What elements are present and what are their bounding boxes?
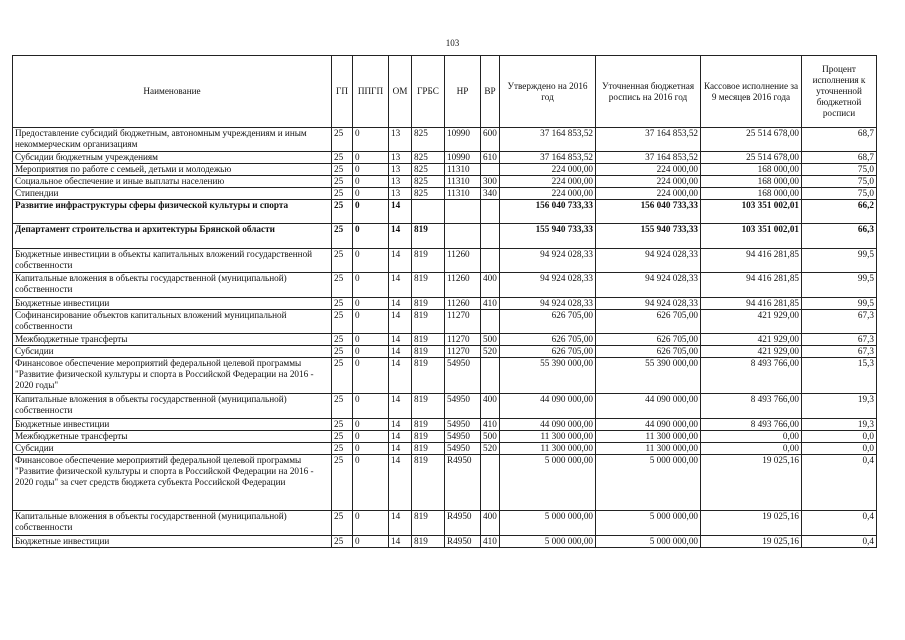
cell-refined: 5 000 000,00 (596, 511, 701, 536)
cell-ppgp: 0 (353, 164, 389, 176)
cell-nr: R4950 (445, 536, 481, 548)
cell-gp: 25 (332, 419, 353, 431)
cell-approved: 55 390 000,00 (500, 358, 596, 394)
cell-vr: 600 (481, 128, 500, 152)
table-row (13, 273, 877, 298)
cell-name: Мероприятия по работе с семьей, детьми и молодежью (13, 164, 332, 176)
cell-cash: 8 493 766,00 (701, 419, 802, 431)
cell-cash: 168 000,00 (701, 176, 802, 188)
cell-grbs: 819 (412, 431, 445, 443)
table-row (13, 176, 877, 188)
cell-om: 13 (389, 128, 412, 152)
header-ppgp: ППГП (353, 56, 389, 128)
cell-approved: 44 090 000,00 (500, 394, 596, 419)
cell-gp: 25 (332, 164, 353, 176)
cell-grbs: 819 (412, 358, 445, 394)
cell-gp: 25 (332, 443, 353, 455)
cell-nr: 54950 (445, 431, 481, 443)
cell-ppgp: 0 (353, 310, 389, 334)
cell-percent: 99,5 (802, 273, 877, 298)
cell-vr: 410 (481, 419, 500, 431)
cell-ppgp: 0 (353, 358, 389, 394)
cell-percent: 67,3 (802, 334, 877, 346)
cell-approved: 224 000,00 (500, 176, 596, 188)
cell-percent: 15,3 (802, 358, 877, 394)
cell-cash: 94 416 281,85 (701, 298, 802, 310)
cell-name: Развитие инфраструктуры сферы физической культуры и спорта (13, 200, 332, 224)
cell-om: 14 (389, 346, 412, 358)
cell-refined: 224 000,00 (596, 188, 701, 200)
table-body (13, 128, 877, 548)
cell-grbs: 819 (412, 394, 445, 419)
cell-ppgp: 0 (353, 455, 389, 511)
cell-cash: 25 514 678,00 (701, 152, 802, 164)
cell-gp: 25 (332, 358, 353, 394)
table-row (13, 128, 877, 152)
cell-name: Межбюджетные трансферты (13, 334, 332, 346)
cell-approved: 94 924 028,33 (500, 298, 596, 310)
cell-grbs: 819 (412, 455, 445, 511)
cell-om: 14 (389, 334, 412, 346)
cell-om: 14 (389, 298, 412, 310)
cell-name: Капитальные вложения в объекты государственной (муниципальной) собственности (13, 273, 332, 298)
cell-nr: 11270 (445, 346, 481, 358)
cell-grbs: 825 (412, 128, 445, 152)
cell-gp: 25 (332, 249, 353, 273)
cell-refined: 224 000,00 (596, 164, 701, 176)
cell-percent: 67,3 (802, 346, 877, 358)
cell-vr: 500 (481, 334, 500, 346)
cell-ppgp: 0 (353, 298, 389, 310)
cell-name: Бюджетные инвестиции (13, 298, 332, 310)
cell-cash: 8 493 766,00 (701, 358, 802, 394)
cell-gp: 25 (332, 128, 353, 152)
cell-gp: 25 (332, 176, 353, 188)
cell-ppgp: 0 (353, 249, 389, 273)
table-row (13, 200, 877, 224)
cell-om: 13 (389, 164, 412, 176)
cell-grbs: 825 (412, 152, 445, 164)
cell-vr: 400 (481, 511, 500, 536)
cell-nr: 54950 (445, 394, 481, 419)
cell-grbs: 825 (412, 164, 445, 176)
cell-percent: 75,0 (802, 188, 877, 200)
cell-percent: 19,3 (802, 419, 877, 431)
cell-cash: 421 929,00 (701, 334, 802, 346)
cell-grbs: 825 (412, 176, 445, 188)
cell-approved: 626 705,00 (500, 346, 596, 358)
cell-grbs (412, 200, 445, 224)
cell-percent: 19,3 (802, 394, 877, 419)
cell-percent: 67,3 (802, 310, 877, 334)
cell-vr (481, 200, 500, 224)
cell-ppgp: 0 (353, 536, 389, 548)
cell-approved: 156 040 733,33 (500, 200, 596, 224)
cell-name: Софинансирование объектов капитальных вложений муниципальной собственности (13, 310, 332, 334)
cell-nr: 11260 (445, 273, 481, 298)
cell-nr: 11270 (445, 310, 481, 334)
cell-ppgp: 0 (353, 394, 389, 419)
cell-refined: 156 040 733,33 (596, 200, 701, 224)
cell-refined: 11 300 000,00 (596, 443, 701, 455)
table-row (13, 511, 877, 536)
cell-gp: 25 (332, 511, 353, 536)
cell-vr: 400 (481, 394, 500, 419)
cell-grbs: 819 (412, 224, 445, 249)
cell-grbs: 819 (412, 273, 445, 298)
cell-percent: 66,3 (802, 224, 877, 249)
cell-approved: 5 000 000,00 (500, 511, 596, 536)
cell-approved: 11 300 000,00 (500, 443, 596, 455)
cell-om: 14 (389, 249, 412, 273)
cell-om: 14 (389, 200, 412, 224)
cell-grbs: 819 (412, 536, 445, 548)
cell-nr: R4950 (445, 455, 481, 511)
cell-nr: 10990 (445, 128, 481, 152)
cell-gp: 25 (332, 188, 353, 200)
cell-om: 14 (389, 273, 412, 298)
cell-refined: 44 090 000,00 (596, 419, 701, 431)
cell-name: Бюджетные инвестиции (13, 536, 332, 548)
cell-cash: 19 025,16 (701, 511, 802, 536)
table-row (13, 224, 877, 249)
cell-ppgp: 0 (353, 224, 389, 249)
cell-approved: 155 940 733,33 (500, 224, 596, 249)
cell-cash: 421 929,00 (701, 310, 802, 334)
cell-refined: 44 090 000,00 (596, 394, 701, 419)
cell-cash: 168 000,00 (701, 188, 802, 200)
cell-refined: 155 940 733,33 (596, 224, 701, 249)
header-nr: НР (445, 56, 481, 128)
table-header-row (13, 56, 877, 128)
cell-ppgp: 0 (353, 273, 389, 298)
table-row (13, 358, 877, 394)
cell-cash: 25 514 678,00 (701, 128, 802, 152)
cell-gp: 25 (332, 536, 353, 548)
table-row (13, 536, 877, 548)
table-row (13, 431, 877, 443)
cell-grbs: 819 (412, 249, 445, 273)
cell-gp: 25 (332, 455, 353, 511)
cell-om: 14 (389, 394, 412, 419)
table-row (13, 455, 877, 511)
cell-grbs: 819 (412, 419, 445, 431)
cell-om: 13 (389, 152, 412, 164)
cell-name: Межбюджетные трансферты (13, 431, 332, 443)
cell-cash: 421 929,00 (701, 346, 802, 358)
cell-cash: 103 351 002,01 (701, 200, 802, 224)
cell-refined: 37 164 853,52 (596, 128, 701, 152)
page-number: 103 (445, 38, 460, 48)
cell-grbs: 819 (412, 310, 445, 334)
cell-vr: 340 (481, 188, 500, 200)
cell-percent: 0,4 (802, 536, 877, 548)
cell-name: Предоставление субсидий бюджетным, автономным учреждениям и иным некоммерческим организациям (13, 128, 332, 152)
cell-cash: 94 416 281,85 (701, 273, 802, 298)
cell-gp: 25 (332, 346, 353, 358)
cell-cash: 19 025,16 (701, 536, 802, 548)
cell-refined: 626 705,00 (596, 310, 701, 334)
header-percent: Процент исполнения к уточненной бюджетной росписи (802, 56, 877, 128)
table-row (13, 188, 877, 200)
cell-gp: 25 (332, 152, 353, 164)
cell-name: Субсидии (13, 443, 332, 455)
cell-nr: 11260 (445, 298, 481, 310)
header-om: ОМ (389, 56, 412, 128)
cell-approved: 626 705,00 (500, 310, 596, 334)
cell-nr: 54950 (445, 443, 481, 455)
cell-refined: 11 300 000,00 (596, 431, 701, 443)
table-row (13, 164, 877, 176)
cell-nr: 11310 (445, 188, 481, 200)
cell-gp: 25 (332, 200, 353, 224)
cell-om: 14 (389, 358, 412, 394)
cell-approved: 44 090 000,00 (500, 419, 596, 431)
cell-grbs: 819 (412, 298, 445, 310)
cell-vr: 410 (481, 298, 500, 310)
cell-approved: 224 000,00 (500, 164, 596, 176)
cell-nr: 11270 (445, 334, 481, 346)
cell-grbs: 819 (412, 334, 445, 346)
cell-nr: 11310 (445, 164, 481, 176)
cell-name: Финансовое обеспечение мероприятий федеральной целевой программы "Развитие физической культуры и спорта в Российской Федерации на 2016 - 2020 годы" за счет средств бюджета субъекта Российской Федерации (13, 455, 332, 511)
cell-vr: 300 (481, 176, 500, 188)
cell-om: 14 (389, 536, 412, 548)
header-grbs: ГРБС (412, 56, 445, 128)
cell-name: Бюджетные инвестиции в объекты капитальных вложений государственной собственности (13, 249, 332, 273)
cell-refined: 94 924 028,33 (596, 249, 701, 273)
cell-cash: 0,00 (701, 443, 802, 455)
cell-approved: 11 300 000,00 (500, 431, 596, 443)
cell-name: Стипендии (13, 188, 332, 200)
cell-approved: 224 000,00 (500, 188, 596, 200)
cell-nr (445, 200, 481, 224)
cell-om: 14 (389, 443, 412, 455)
cell-refined: 5 000 000,00 (596, 536, 701, 548)
table-row (13, 249, 877, 273)
cell-vr: 500 (481, 431, 500, 443)
cell-refined: 94 924 028,33 (596, 273, 701, 298)
cell-gp: 25 (332, 394, 353, 419)
cell-percent: 68,7 (802, 128, 877, 152)
cell-cash: 103 351 002,01 (701, 224, 802, 249)
cell-refined: 5 000 000,00 (596, 455, 701, 511)
cell-gp: 25 (332, 334, 353, 346)
cell-refined: 224 000,00 (596, 176, 701, 188)
table-row (13, 394, 877, 419)
cell-ppgp: 0 (353, 511, 389, 536)
cell-approved: 37 164 853,52 (500, 152, 596, 164)
cell-gp: 25 (332, 310, 353, 334)
cell-ppgp: 0 (353, 419, 389, 431)
cell-name: Финансовое обеспечение мероприятий федеральной целевой программы "Развитие физической культуры и спорта в Российской Федерации на 2016 - 2020 годы" (13, 358, 332, 394)
cell-percent: 0,4 (802, 455, 877, 511)
cell-approved: 94 924 028,33 (500, 273, 596, 298)
cell-cash: 8 493 766,00 (701, 394, 802, 419)
cell-ppgp: 0 (353, 188, 389, 200)
cell-ppgp: 0 (353, 128, 389, 152)
cell-om: 14 (389, 224, 412, 249)
cell-percent: 68,7 (802, 152, 877, 164)
cell-approved: 5 000 000,00 (500, 455, 596, 511)
cell-ppgp: 0 (353, 176, 389, 188)
table-row (13, 334, 877, 346)
cell-vr (481, 358, 500, 394)
table-row (13, 310, 877, 334)
cell-vr (481, 455, 500, 511)
cell-cash: 94 416 281,85 (701, 249, 802, 273)
cell-om: 14 (389, 511, 412, 536)
cell-cash: 19 025,16 (701, 455, 802, 511)
cell-vr: 520 (481, 346, 500, 358)
cell-om: 14 (389, 431, 412, 443)
header-name: Наименование (13, 56, 332, 128)
cell-gp: 25 (332, 431, 353, 443)
cell-refined: 94 924 028,33 (596, 298, 701, 310)
cell-om: 13 (389, 176, 412, 188)
cell-approved: 626 705,00 (500, 334, 596, 346)
cell-vr (481, 224, 500, 249)
cell-percent: 99,5 (802, 298, 877, 310)
budget-table (12, 55, 877, 548)
cell-cash: 168 000,00 (701, 164, 802, 176)
cell-refined: 55 390 000,00 (596, 358, 701, 394)
cell-om: 14 (389, 419, 412, 431)
cell-vr (481, 310, 500, 334)
cell-vr (481, 164, 500, 176)
cell-nr (445, 224, 481, 249)
cell-name: Субсидии (13, 346, 332, 358)
cell-nr: 11260 (445, 249, 481, 273)
cell-name: Капитальные вложения в объекты государственной (муниципальной) собственности (13, 511, 332, 536)
cell-nr: 10990 (445, 152, 481, 164)
cell-ppgp: 0 (353, 443, 389, 455)
header-approved: Утверждено на 2016 год (500, 56, 596, 128)
header-cash: Кассовое исполнение за 9 месяцев 2016 года (701, 56, 802, 128)
cell-name: Бюджетные инвестиции (13, 419, 332, 431)
cell-refined: 626 705,00 (596, 334, 701, 346)
cell-nr: 54950 (445, 358, 481, 394)
cell-grbs: 819 (412, 443, 445, 455)
table-row (13, 443, 877, 455)
cell-percent: 75,0 (802, 176, 877, 188)
cell-vr (481, 249, 500, 273)
cell-grbs: 825 (412, 188, 445, 200)
cell-percent: 0,0 (802, 431, 877, 443)
cell-percent: 99,5 (802, 249, 877, 273)
cell-gp: 25 (332, 273, 353, 298)
cell-om: 14 (389, 310, 412, 334)
cell-ppgp: 0 (353, 200, 389, 224)
cell-vr: 400 (481, 273, 500, 298)
cell-om: 14 (389, 455, 412, 511)
cell-om: 13 (389, 188, 412, 200)
cell-name: Капитальные вложения в объекты государственной (муниципальной) собственности (13, 394, 332, 419)
cell-nr: 11310 (445, 176, 481, 188)
cell-nr: R4950 (445, 511, 481, 536)
cell-approved: 5 000 000,00 (500, 536, 596, 548)
cell-percent: 0,4 (802, 511, 877, 536)
table-row (13, 152, 877, 164)
cell-ppgp: 0 (353, 334, 389, 346)
cell-ppgp: 0 (353, 152, 389, 164)
cell-grbs: 819 (412, 511, 445, 536)
cell-name: Департамент строительства и архитектуры Брянской области (13, 224, 332, 249)
header-gp: ГП (332, 56, 353, 128)
cell-ppgp: 0 (353, 346, 389, 358)
cell-vr: 410 (481, 536, 500, 548)
cell-approved: 37 164 853,52 (500, 128, 596, 152)
table-row (13, 419, 877, 431)
cell-grbs: 819 (412, 346, 445, 358)
cell-nr: 54950 (445, 419, 481, 431)
cell-cash: 0,00 (701, 431, 802, 443)
cell-gp: 25 (332, 298, 353, 310)
cell-percent: 0,0 (802, 443, 877, 455)
cell-vr: 610 (481, 152, 500, 164)
cell-percent: 75,0 (802, 164, 877, 176)
cell-name: Социальное обеспечение и иные выплаты населению (13, 176, 332, 188)
cell-name: Субсидии бюджетным учреждениям (13, 152, 332, 164)
cell-vr: 520 (481, 443, 500, 455)
cell-gp: 25 (332, 224, 353, 249)
table-row (13, 298, 877, 310)
cell-ppgp: 0 (353, 431, 389, 443)
cell-approved: 94 924 028,33 (500, 249, 596, 273)
cell-refined: 626 705,00 (596, 346, 701, 358)
table-row (13, 346, 877, 358)
cell-refined: 37 164 853,52 (596, 152, 701, 164)
header-refined: Уточненная бюджетная роспись на 2016 год (596, 56, 701, 128)
header-vr: ВР (481, 56, 500, 128)
cell-percent: 66,2 (802, 200, 877, 224)
